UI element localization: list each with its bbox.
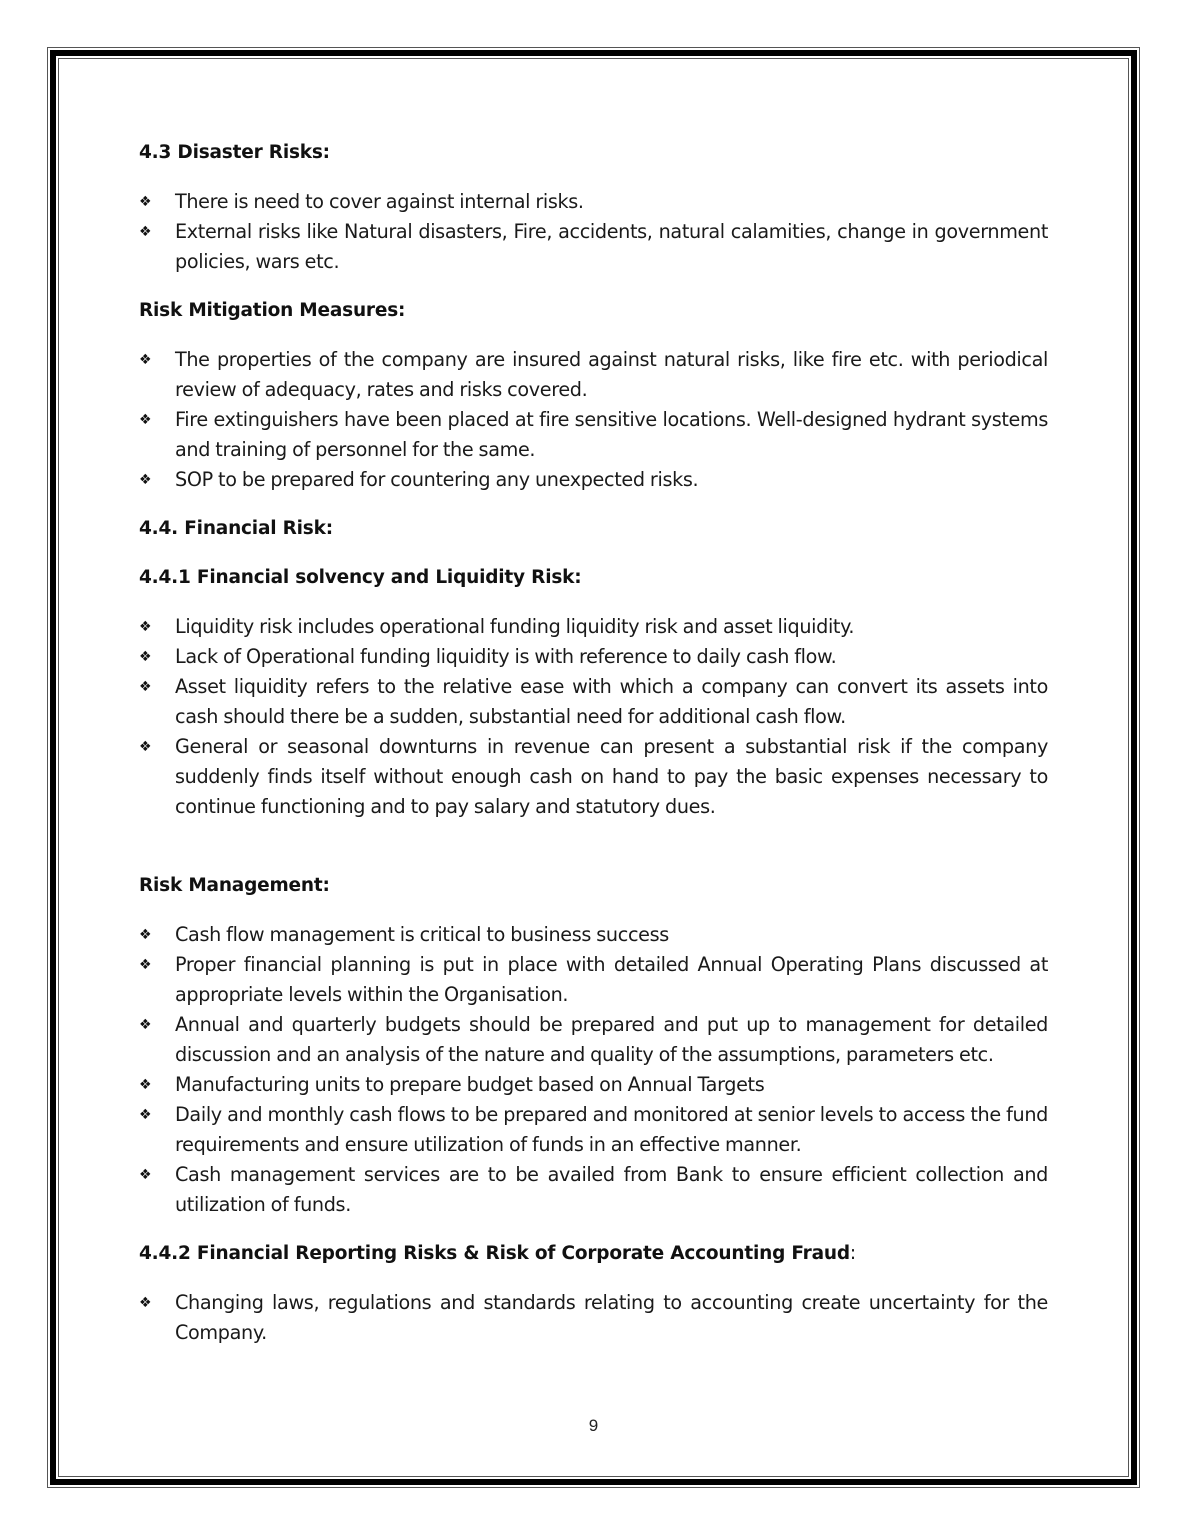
list-item-text: Annual and quarterly budgets should be prepared and put up to management for detailed discussion and an analysis of the nature and quality of the assumptions, parameters etc. [175, 1013, 1048, 1066]
list-item-text: Liquidity risk includes operational funding liquidity risk and asset liquidity. [175, 615, 855, 638]
list-item-text: Changing laws, regulations and standards relating to accounting create uncertainty for the Company. [175, 1291, 1048, 1344]
list-item-text: Daily and monthly cash flows to be prepared and monitored at senior levels to access the fund requirements and ensure utilization of funds in an effective manner. [175, 1103, 1048, 1156]
section-heading-disaster-risks: 4.3 Disaster Risks: [139, 142, 330, 163]
list-item-text: The properties of the company are insured against natural risks, like fire etc. with periodical review of adequacy, rates and risks covered. [175, 348, 1048, 401]
diamond-bullet-icon: ❖ [139, 649, 152, 665]
diamond-bullet-icon: ❖ [139, 619, 152, 635]
diamond-bullet-icon: ❖ [139, 472, 152, 488]
list-item-text: Cash flow management is critical to business success [175, 923, 669, 946]
list-item [139, 1100, 1048, 1160]
list-item [139, 732, 1048, 822]
bullet-list-risk-mitigation [139, 345, 1048, 495]
list-item [139, 1288, 1048, 1348]
diamond-bullet-icon: ❖ [139, 1295, 152, 1311]
bullet-list-financial-reporting-risks [139, 1288, 1048, 1348]
list-item [139, 405, 1048, 465]
diamond-bullet-icon: ❖ [139, 1167, 152, 1183]
section-heading-risk-mitigation: Risk Mitigation Measures: [139, 300, 406, 321]
section-heading-risk-management: Risk Management: [139, 875, 330, 896]
list-item-text: Manufacturing units to prepare budget based on Annual Targets [175, 1073, 765, 1096]
list-item [139, 920, 1048, 950]
diamond-bullet-icon: ❖ [139, 1107, 152, 1123]
diamond-bullet-icon: ❖ [139, 1077, 152, 1093]
bullet-list-solvency-liquidity [139, 612, 1048, 822]
list-item [139, 642, 1048, 672]
list-item [139, 187, 1048, 217]
bullet-list-risk-management [139, 920, 1048, 1220]
list-item [139, 672, 1048, 732]
list-item-text: Lack of Operational funding liquidity is with reference to daily cash flow. [175, 645, 837, 668]
page-content [139, 138, 1048, 1348]
diamond-bullet-icon: ❖ [139, 679, 152, 695]
list-item-text: SOP to be prepared for countering any unexpected risks. [175, 468, 699, 491]
diamond-bullet-icon: ❖ [139, 224, 152, 240]
section-heading-solvency-liquidity: 4.4.1 Financial solvency and Liquidity Risk: [139, 567, 582, 588]
list-item-text: Proper financial planning is put in place with detailed Annual Operating Plans discussed at appropriate levels within the Organisation. [175, 953, 1048, 1006]
list-item [139, 1070, 1048, 1100]
list-item-text: Fire extinguishers have been placed at fire sensitive locations. Well-designed hydrant systems and training of personnel for the same. [175, 408, 1048, 461]
list-item [139, 950, 1048, 1010]
section-heading-financial-reporting-risks [139, 1239, 1048, 1269]
list-item [139, 345, 1048, 405]
list-item [139, 1160, 1048, 1220]
section-heading-text: 4.4.2 Financial Reporting Risks & Risk of Corporate Accounting Fraud [139, 1243, 850, 1264]
diamond-bullet-icon: ❖ [139, 352, 152, 368]
list-item-text: External risks like Natural disasters, Fire, accidents, natural calamities, change in government policies, wars etc. [175, 220, 1048, 273]
diamond-bullet-icon: ❖ [139, 412, 152, 428]
section-heading-financial-risk: 4.4. Financial Risk: [139, 518, 333, 539]
list-item [139, 465, 1048, 495]
diamond-bullet-icon: ❖ [139, 194, 152, 210]
diamond-bullet-icon: ❖ [139, 957, 152, 973]
list-item-text: Asset liquidity refers to the relative ease with which a company can convert its assets into cash should there be a sudden, substantial need for additional cash flow. [175, 675, 1048, 728]
diamond-bullet-icon: ❖ [139, 739, 152, 755]
diamond-bullet-icon: ❖ [139, 927, 152, 943]
heading-colon: : [849, 1243, 856, 1264]
list-item [139, 217, 1048, 277]
page-number: 9 [588, 1416, 599, 1435]
list-item [139, 612, 1048, 642]
list-item-text: There is need to cover against internal risks. [175, 190, 584, 213]
list-item-text: General or seasonal downturns in revenue can present a substantial risk if the company suddenly finds itself without enough cash on hand to pay the basic expenses necessary to continue functioning and to pay salary and statutory dues. [175, 735, 1048, 818]
diamond-bullet-icon: ❖ [139, 1017, 152, 1033]
bullet-list-disaster-risks [139, 187, 1048, 277]
list-item-text: Cash management services are to be availed from Bank to ensure efficient collection and utilization of funds. [175, 1163, 1048, 1216]
list-item [139, 1010, 1048, 1070]
